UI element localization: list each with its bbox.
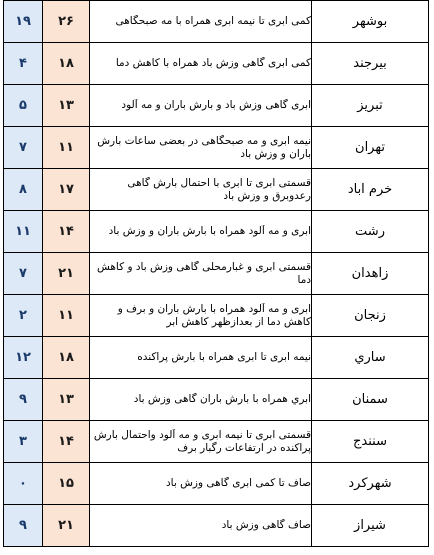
table-row	[4, 253, 429, 295]
max-temp-cell: ۲۱	[43, 505, 90, 547]
description-text: صاف گاهی وزش باد	[221, 519, 311, 531]
description-text: ابری گاهی وزش باد و بارش باران و مه آلود	[121, 99, 311, 111]
city-cell	[312, 127, 429, 169]
min-temp-cell: ۹	[4, 505, 43, 547]
city-name: سمنان	[352, 392, 388, 407]
description-cell	[90, 337, 312, 379]
description-cell	[90, 169, 312, 211]
description-text: نیمه ابری و مه صبحگاهی در بعضی ساعات بارش باران و وزش باد	[97, 134, 311, 160]
city-cell	[312, 211, 429, 253]
min-temp-cell: ۳	[4, 421, 43, 463]
max-temp-cell: ۱۳	[43, 379, 90, 421]
description-cell	[90, 1, 312, 43]
table-row	[4, 505, 429, 547]
max-temp-cell: ۲۶	[43, 1, 90, 43]
description-cell	[90, 211, 312, 253]
min-temp-cell: ۸	[4, 169, 43, 211]
city-cell	[312, 253, 429, 295]
table-row	[4, 1, 429, 43]
description-cell	[90, 295, 312, 337]
description-cell	[90, 379, 312, 421]
description-cell	[90, 421, 312, 463]
max-temp-cell: ۱۸	[43, 337, 90, 379]
table-row	[4, 463, 429, 505]
table-row	[4, 211, 429, 253]
city-name: شهرکرد	[348, 476, 392, 491]
city-cell	[312, 85, 429, 127]
table-row	[4, 169, 429, 211]
city-name: تبریز	[357, 98, 383, 113]
max-temp-cell: ۲۱	[43, 253, 90, 295]
description-text: ابري همراه با بارش باران گاهی وزش باد	[133, 393, 311, 405]
description-text: قسمتی ابری تا نیمه ابری و مه آلود واحتمال بارش پراکنده در ارتفاعات رگبار برف	[93, 428, 311, 454]
table-row	[4, 295, 429, 337]
weather-table-body	[4, 1, 429, 547]
max-temp-cell: ۱۷	[43, 169, 90, 211]
max-temp-cell: ۱۱	[43, 295, 90, 337]
weather-forecast-table	[3, 0, 429, 547]
description-cell	[90, 253, 312, 295]
table-row	[4, 127, 429, 169]
min-temp-cell: ۰	[4, 463, 43, 505]
city-name: ساري	[354, 350, 386, 365]
max-temp-cell: ۱۴	[43, 211, 90, 253]
description-text: ابری و مه آلود همراه با بارش باران و برف و کاهش دما از بعدازظهر کاهش ابر	[117, 302, 311, 328]
description-cell	[90, 463, 312, 505]
description-text: قسمتی ابری و غبارمحلی گاهی وزش باد و کاهش دما	[97, 260, 311, 286]
city-cell	[312, 379, 429, 421]
description-text: ابری و مه آلود همراه با بارش باران و وزش باد	[108, 225, 311, 237]
description-text: صاف تا کمی ابری گاهی وزش باد	[165, 477, 311, 489]
city-name: رشت	[355, 224, 385, 239]
city-cell	[312, 421, 429, 463]
max-temp-cell: ۱۱	[43, 127, 90, 169]
city-cell	[312, 463, 429, 505]
city-name: زاهدان	[351, 266, 389, 281]
city-cell	[312, 295, 429, 337]
city-cell	[312, 1, 429, 43]
description-text: نیمه ابری تا ابری همراه با بارش پراکنده	[137, 351, 311, 363]
city-name: شیراز	[354, 518, 386, 533]
max-temp-cell: ۱۳	[43, 85, 90, 127]
description-cell	[90, 43, 312, 85]
description-text: کمی ابری تا نیمه ابری همراه با مه صبحگاهی	[115, 15, 311, 27]
city-cell	[312, 43, 429, 85]
city-cell	[312, 337, 429, 379]
min-temp-cell: ۹	[4, 379, 43, 421]
table-row	[4, 337, 429, 379]
max-temp-cell: ۱۸	[43, 43, 90, 85]
city-name: خرم آباد	[347, 182, 393, 197]
table-row	[4, 379, 429, 421]
min-temp-cell: ۷	[4, 253, 43, 295]
city-cell	[312, 169, 429, 211]
description-cell	[90, 505, 312, 547]
city-name: سنندج	[353, 434, 387, 449]
table-row	[4, 43, 429, 85]
max-temp-cell: ۱۴	[43, 421, 90, 463]
min-temp-cell: ۱۹	[4, 1, 43, 43]
min-temp-cell: ۱۱	[4, 211, 43, 253]
table-row	[4, 85, 429, 127]
min-temp-cell: ۴	[4, 43, 43, 85]
max-temp-cell: ۱۵	[43, 463, 90, 505]
description-text: کمی ابری گاهی وزش باد همراه با کاهش دما	[115, 57, 311, 69]
description-text: قسمتی ابری تا ابری با احتمال بارش گاهی رعدوبرق و وزش باد	[127, 176, 311, 202]
description-cell	[90, 85, 312, 127]
city-name: بوشهر	[352, 14, 388, 29]
city-name: بیرجند	[353, 56, 387, 71]
table-row	[4, 421, 429, 463]
weather-forecast-page	[3, 0, 429, 547]
min-temp-cell: ۵	[4, 85, 43, 127]
description-cell	[90, 127, 312, 169]
city-name: زنجان	[354, 308, 386, 323]
city-name: تهران	[355, 140, 385, 155]
min-temp-cell: ۷	[4, 127, 43, 169]
city-cell	[312, 505, 429, 547]
min-temp-cell: ۲	[4, 295, 43, 337]
min-temp-cell: ۱۲	[4, 337, 43, 379]
